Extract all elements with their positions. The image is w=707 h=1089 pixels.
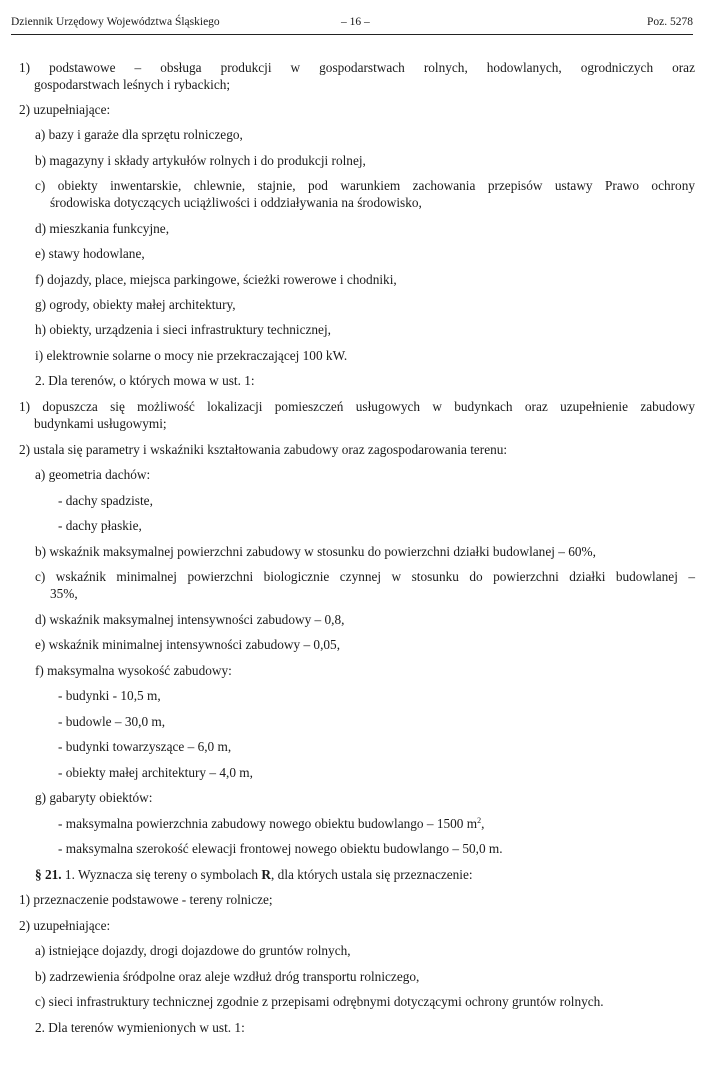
text-line: - dachy spadziste,: [58, 493, 153, 508]
text-line: - budowle – 30,0 m,: [58, 714, 166, 729]
text-line: c) sieci infrastruktury technicznej zgodnie z przepisami odrębnymi dotyczącymi ochrony gruntów rolnych.: [35, 994, 604, 1009]
text-line: d) mieszkania funkcyjne,: [35, 221, 170, 236]
header-rule: [11, 34, 693, 35]
text-line: - obiekty małej architektury – 4,0 m,: [58, 765, 253, 780]
text-line: c) obiekty inwentarskie, chlewnie, stajnie, pod warunkiem zachowania przepisów ustawy Prawo ochrony: [35, 178, 695, 193]
paragraph-line: [35, 866, 473, 883]
superscript: 2: [477, 816, 482, 825]
text-line: 35%,: [50, 586, 78, 601]
text-line: 2. Dla terenów, o których mowa w ust. 1:: [35, 373, 255, 388]
text-line: a) geometria dachów:: [35, 467, 151, 482]
text-line: 1) przeznaczenie podstawowe - tereny rolnicze;: [19, 892, 273, 907]
text-line: b) wskaźnik maksymalnej powierzchni zabudowy w stosunku do powierzchni działki budowlanej – 60%,: [35, 544, 596, 559]
text-line: 2) uzupełniające:: [19, 102, 111, 117]
text-line: b) magazyny i składy artykułów rolnych i do produkcji rolnej,: [35, 153, 366, 168]
page-header: [11, 14, 693, 32]
text-line: d) wskaźnik maksymalnej intensywności zabudowy – 0,8,: [35, 612, 345, 627]
text-line: 1) podstawowe – obsługa produkcji w gospodarstwach rolnych, hodowlanych, ogrodniczych oraz: [19, 60, 695, 75]
text-line: - budynki - 10,5 m,: [58, 688, 161, 703]
text-segment: ,: [481, 816, 485, 831]
text-line: środowiska dotyczących uciążliwości i oddziaływania na środowisko,: [50, 195, 422, 210]
text-line: budynkami usługowymi;: [34, 416, 167, 431]
journal-title: Dziennik Urzędowy Województwa Śląskiego: [11, 16, 220, 28]
text-line: gospodarstwach leśnych i rybackich;: [34, 77, 231, 92]
text-line: - dachy płaskie,: [58, 518, 142, 533]
text-line: e) stawy hodowlane,: [35, 246, 145, 261]
text-line: h) obiekty, urządzenia i sieci infrastruktury technicznej,: [35, 322, 331, 337]
text-line: b) zadrzewienia śródpolne oraz aleje wzdłuż dróg transportu rolniczego,: [35, 969, 420, 984]
text-line: g) ogrody, obiekty małej architektury,: [35, 297, 236, 312]
text-line: 1) dopuszcza się możliwość lokalizacji pomieszczeń usługowych w budynkach oraz uzupełnienie zabudowy: [19, 399, 695, 414]
page-number: – 16 –: [341, 16, 370, 28]
paragraph-number: § 21.: [35, 867, 62, 882]
zone-symbol: R: [261, 867, 272, 882]
text-line: 2. Dla terenów wymienionych w ust. 1:: [35, 1020, 245, 1035]
text-segment: - maksymalna powierzchnia zabudowy nowego obiektu budowlango – 1500 m: [58, 816, 478, 831]
text-line: - budynki towarzyszące – 6,0 m,: [58, 739, 232, 754]
text-line: f) maksymalna wysokość zabudowy:: [35, 663, 232, 678]
text-line: c) wskaźnik minimalnej powierzchni biologicznie czynnej w stosunku do powierzchni działki budowlanej –: [35, 569, 695, 584]
text-line: e) wskaźnik minimalnej intensywności zabudowy – 0,05,: [35, 637, 341, 652]
text-line: - maksymalna szerokość elewacji frontowej nowego obiektu budowlango – 50,0 m.: [58, 841, 503, 856]
position-number: Poz. 5278: [647, 16, 693, 28]
text-segment: , dla których ustala się przeznaczenie:: [271, 867, 473, 882]
text-line: i) elektrownie solarne o mocy nie przekraczającej 100 kW.: [35, 348, 348, 363]
text-line: g) gabaryty obiektów:: [35, 790, 153, 805]
text-line: a) bazy i garaże dla sprzętu rolniczego,: [35, 127, 243, 142]
text-segment: 1. Wyznacza się tereny o symbolach: [61, 867, 262, 882]
text-line: a) istniejące dojazdy, drogi dojazdowe do gruntów rolnych,: [35, 943, 351, 958]
text-line: [58, 815, 484, 832]
text-line: f) dojazdy, place, miejsca parkingowe, ścieżki rowerowe i chodniki,: [35, 272, 397, 287]
text-line: 2) ustala się parametry i wskaźniki kształtowania zabudowy oraz zagospodarowania terenu:: [19, 442, 508, 457]
text-line: 2) uzupełniające:: [19, 918, 111, 933]
